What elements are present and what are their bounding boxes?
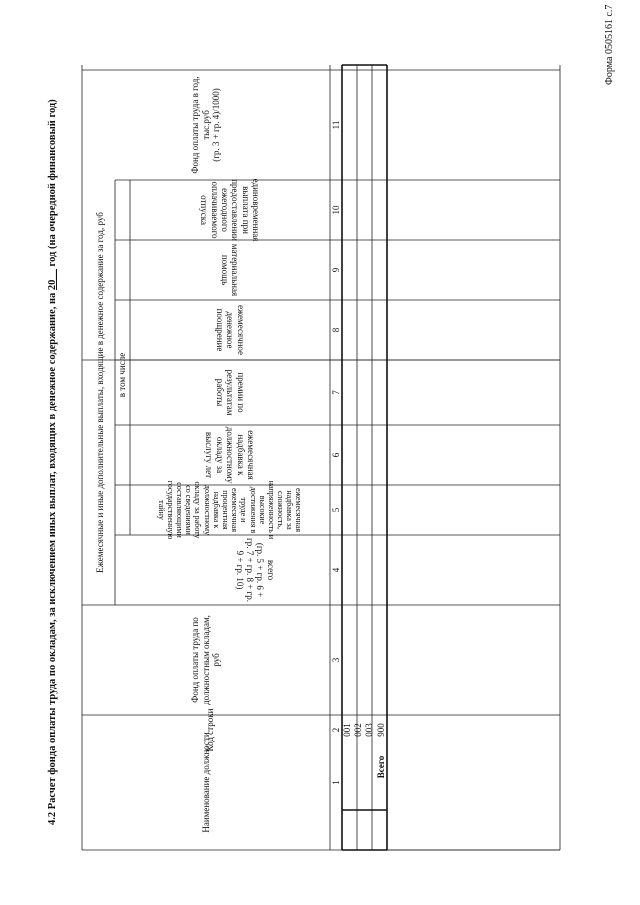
colnum-3: 3 [330, 657, 341, 663]
header-col7: премии по результатам работы [214, 369, 246, 416]
colnum-5: 5 [330, 507, 341, 513]
colnum-4: 4 [330, 567, 341, 573]
row-code-900: 900 [375, 723, 386, 737]
header-position-name: Наименование должности [200, 732, 211, 833]
form-code: Форма 0505161 с.7 [604, 4, 615, 85]
total-formula: (гр. 5 + гр. 6 + гр. 7 + гр. 8 + гр. 9 + гр. 10) [234, 538, 266, 602]
header-line-code: Код строки [204, 708, 215, 752]
col11-formula: (гр. 3 + гр. 4)/1000) [211, 88, 222, 162]
col11-label: Фонд оплаты труда в год, тыс.руб [190, 76, 211, 174]
header-salary-fund: Фонд оплаты труда по должностным окладам, руб [190, 615, 222, 705]
colnum-1: 1 [330, 780, 341, 785]
header-col10: единовременная выплата при предоставлении ежегодного оплачиваемого отпуска [199, 178, 262, 242]
colnum-11: 11 [330, 120, 341, 130]
colnum-2: 2 [330, 727, 341, 733]
header-col9: материальная помощь [220, 243, 241, 297]
header-total [180, 535, 330, 605]
colnum-10: 10 [330, 205, 341, 215]
header-including: в том числе [117, 352, 128, 398]
row-code-001: 001 [342, 723, 353, 737]
colnum-7: 7 [330, 390, 341, 395]
header-col11 [82, 70, 330, 180]
header-col6: ежемесячная надбавка к должностному окладу за выслугу лет [204, 426, 256, 484]
header-col8: ежемесячное денежное поощрение [214, 304, 246, 356]
total-label: всего [265, 559, 276, 581]
colnum-9: 9 [330, 267, 341, 273]
title-prefix: 4.2 Расчет фонда оплаты труда по окладам, за исключением иных выплат, входящих в денежное содержание, на [47, 292, 58, 825]
colnum-8: 8 [330, 327, 341, 333]
colnum-6: 6 [330, 452, 341, 458]
row-total-label: Всего [375, 755, 386, 779]
row-code-003: 003 [364, 723, 375, 737]
row-code-002: 002 [353, 723, 364, 737]
header-monthly-group: Ежемесячные и иные дополнительные выплаты, входящие в денежное содержание за год, руб [94, 212, 105, 573]
title-year: 20__ [47, 269, 58, 291]
title-suffix: год (на очередной финансовый год) [47, 99, 58, 267]
header-col5: ежемесячная надбавка за сложность, напряженность и высокие достижения в труде и ежемесячная процентная надбавка к должностному окладу за работу со сведениями составляющими государственную тайну [156, 480, 304, 540]
